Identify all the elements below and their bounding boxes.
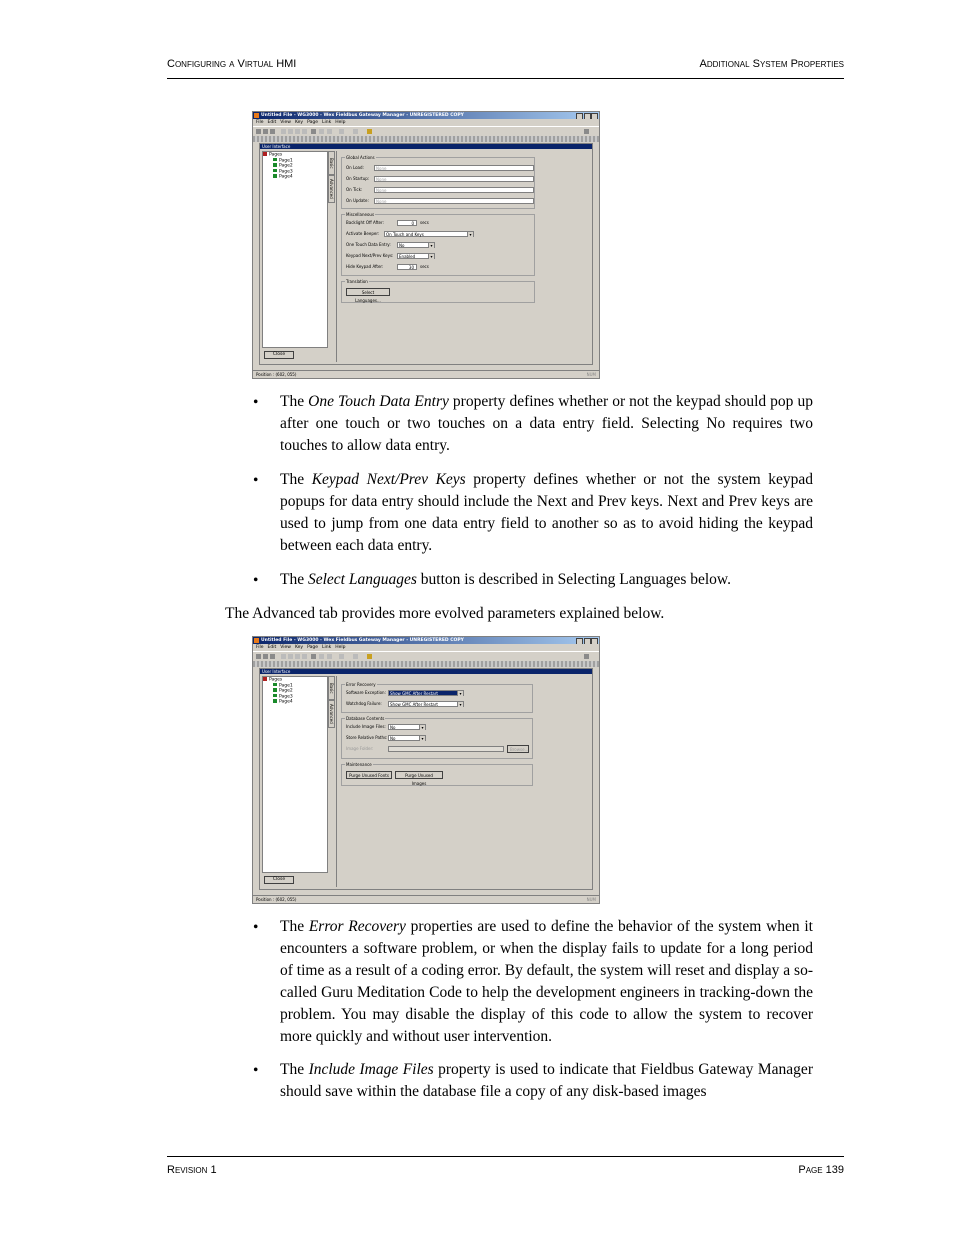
bullet-next-prev: The Keypad Next/Prev Keys property defines whether or not the system keypad popups for data entry should include the Next and Prev keys. Next and Prev keys are used to jump from one data entry field to another so as to avoid hiding the keypad between each data entry.	[280, 471, 813, 554]
menubar	[253, 644, 599, 651]
undo-icon	[319, 129, 324, 134]
menu-page: Page	[307, 645, 319, 650]
tab-advanced: Advanced	[328, 175, 335, 203]
tab-basic: Basic	[328, 151, 335, 175]
delete-icon	[302, 654, 307, 659]
workspace-strip	[253, 136, 599, 142]
tree-root: Pages	[263, 152, 327, 158]
watchdog-select: Show GMC After Restart ▾	[388, 701, 464, 707]
backlight-field: 0	[397, 220, 417, 226]
hide-keypad-label: Hide Keypad After:	[346, 264, 384, 269]
help-icon	[584, 129, 589, 134]
screenshot-basic-tab	[252, 111, 600, 379]
include-image-select: No ▾	[388, 724, 426, 730]
bullet-glyph: •	[253, 394, 259, 411]
workspace-strip	[253, 661, 599, 667]
on-tick-field: None	[374, 187, 534, 193]
bullet-glyph: •	[253, 1062, 259, 1079]
find-icon	[353, 654, 358, 659]
translation-group: Translation Select Languages...	[341, 281, 535, 303]
vertical-tabs	[328, 676, 335, 728]
hide-keypad-field: 30	[397, 264, 417, 270]
user-interface-panel	[259, 143, 593, 365]
tree-item: Page2	[263, 163, 327, 169]
lightning-icon	[367, 129, 372, 134]
bullet-include-image: The Include Image Files property is used to indicate that Fieldbus Gateway Manager should save within the database file a copy of any disk-based images	[280, 1061, 813, 1100]
page-header	[167, 56, 844, 79]
window-titlebar	[253, 637, 599, 644]
menu-link: Link	[322, 120, 332, 125]
activate-beeper-select: On Touch and Keys ▾	[384, 231, 474, 237]
tree-item: Page4	[263, 174, 327, 180]
zoom-icon	[339, 654, 344, 659]
software-exception-select: Show GMC After Restart ▾	[388, 690, 464, 696]
vertical-tabs	[328, 151, 335, 203]
menu-key: Key	[294, 120, 304, 125]
select-languages-button: Select Languages...	[346, 288, 390, 296]
on-load-field: None	[374, 165, 534, 171]
window-title: Untitled File - WG3000 - Wex Fieldbus Gateway Manager - UNREGISTERED COPY	[261, 113, 464, 118]
redo-icon	[327, 129, 332, 134]
miscellaneous-group: Miscellaneous Backlight Off After: 0 secs Activate Beeper: On Touch and Keys ▾ One Touch Data Entry: No ▾ Keypad Next/Prev Keys: Enabled ▾ Hide Keypad After: 30 secs	[341, 214, 535, 276]
next-prev-label: Keypad Next/Prev Keys:	[346, 253, 394, 258]
footer-left: Revision 1	[167, 1164, 217, 1176]
on-update-label: On Update:	[346, 198, 369, 203]
on-tick-label: On Tick:	[346, 187, 363, 192]
header-left: Configuring a Virtual HMI	[167, 58, 297, 70]
watchdog-label: Watchdog Failure:	[346, 701, 382, 706]
tab-advanced: Advanced	[328, 700, 335, 728]
screenshot-advanced-tab	[252, 636, 600, 904]
page-tree	[262, 151, 328, 348]
open-icon	[263, 129, 268, 134]
activate-beeper-label: Activate Beeper:	[346, 231, 380, 236]
close-button: Close	[264, 351, 294, 359]
hide-keypad-unit: secs	[420, 264, 429, 269]
backlight-label: Backlight Off After:	[346, 220, 384, 225]
bullet-glyph: •	[253, 919, 259, 936]
on-update-field: None	[374, 198, 534, 204]
page-footer	[167, 1156, 844, 1179]
status-bar	[253, 370, 599, 378]
save-icon	[270, 654, 275, 659]
on-load-label: On Load:	[346, 165, 364, 170]
status-num: NUM	[586, 897, 596, 902]
close-button: Close	[264, 876, 294, 884]
footer-right: Page 139	[798, 1164, 844, 1176]
one-touch-select: No ▾	[397, 242, 435, 248]
window-title: Untitled File - WG3000 - Wex Fieldbus Gateway Manager - UNREGISTERED COPY	[261, 638, 464, 643]
screen-icon	[311, 654, 316, 659]
app-icon	[254, 113, 259, 118]
menu-file: File	[256, 120, 264, 125]
tree-root: Pages	[263, 677, 327, 683]
screen-icon	[311, 129, 316, 134]
global-actions-group: Global Actions On Load: None On Startup: None On Tick: None On Update: None	[341, 157, 535, 209]
panel-title: User Interface	[260, 144, 592, 149]
window-titlebar	[253, 112, 599, 119]
header-right: Additional System Properties	[699, 58, 844, 70]
database-contents-group: Database Contents Include Image Files: No ▾ Store Relative Paths: No ▾ Image Folder: Browse...	[341, 718, 533, 759]
properties-pane	[336, 676, 590, 887]
tree-item: Page1	[263, 683, 327, 689]
lightning-icon	[367, 654, 372, 659]
new-icon	[256, 129, 261, 134]
relative-paths-label: Store Relative Paths:	[346, 735, 388, 740]
on-startup-field: None	[374, 176, 534, 182]
zoom-icon	[339, 129, 344, 134]
menu-help: Help	[335, 120, 346, 125]
new-icon	[256, 654, 261, 659]
purge-images-button: Purge Unused Images	[395, 771, 443, 779]
menubar	[253, 119, 599, 126]
find-icon	[353, 129, 358, 134]
page-tree	[262, 676, 328, 873]
status-position: Position : (602, 055)	[256, 897, 297, 902]
menu-file: File	[256, 645, 264, 650]
menu-page: Page	[307, 120, 319, 125]
menu-view: View	[280, 120, 291, 125]
next-prev-select: Enabled ▾	[397, 253, 435, 259]
one-touch-label: One Touch Data Entry:	[346, 242, 391, 247]
cut-icon	[281, 654, 286, 659]
properties-pane	[336, 151, 590, 362]
maintenance-group: Maintenance Purge Unused Fonts Purge Unused Images	[341, 764, 533, 786]
paste-icon	[295, 129, 300, 134]
open-icon	[263, 654, 268, 659]
menu-edit: Edit	[267, 645, 277, 650]
error-recovery-group: Error Recovery Software Exception: Show GMC After Restart ▾ Watchdog Failure: Show GMC After Restart ▾	[341, 684, 533, 713]
bullet-one-touch: The One Touch Data Entry property defines whether or not the keypad should pop up after one touch or two touches on a data entry field. Selecting No requires two touches to allow data entry.	[280, 393, 813, 454]
paste-icon	[295, 654, 300, 659]
bullet-glyph: •	[253, 472, 259, 489]
delete-icon	[302, 129, 307, 134]
menu-key: Key	[294, 645, 304, 650]
tree-item: Page3	[263, 694, 327, 700]
menu-help: Help	[335, 645, 346, 650]
advanced-intro: The Advanced tab provides more evolved parameters explained below.	[225, 605, 665, 622]
user-interface-panel	[259, 668, 593, 890]
tree-item: Page4	[263, 699, 327, 705]
on-startup-label: On Startup:	[346, 176, 370, 181]
status-bar	[253, 895, 599, 903]
bullet-glyph: •	[253, 572, 259, 589]
tab-basic: Basic	[328, 676, 335, 700]
bullet-select-languages: The Select Languages button is described in Selecting Languages below.	[280, 571, 731, 588]
copy-icon	[288, 654, 293, 659]
status-num: NUM	[586, 372, 596, 377]
backlight-unit: secs	[420, 220, 429, 225]
tree-item: Page1	[263, 158, 327, 164]
purge-fonts-button: Purge Unused Fonts	[346, 771, 392, 779]
undo-icon	[319, 654, 324, 659]
cut-icon	[281, 129, 286, 134]
tree-item: Page3	[263, 169, 327, 175]
redo-icon	[327, 654, 332, 659]
image-folder-label: Image Folder:	[346, 746, 374, 751]
app-icon	[254, 638, 259, 643]
panel-title: User Interface	[260, 669, 592, 674]
menu-edit: Edit	[267, 120, 277, 125]
include-image-label: Include Image Files:	[346, 724, 386, 729]
tree-item: Page2	[263, 688, 327, 694]
image-folder-field	[388, 746, 504, 752]
save-icon	[270, 129, 275, 134]
relative-paths-select: No ▾	[388, 735, 426, 741]
software-exception-label: Software Exception:	[346, 690, 386, 695]
status-position: Position : (602, 055)	[256, 372, 297, 377]
menu-view: View	[280, 645, 291, 650]
bullet-error-recovery: The Error Recovery properties are used to define the behavior of the system when it encounters a software problem, or when the display fails to update for a long period of time as a result of a coding error. By default, the system will reset and display a so-called Guru Meditation Code to help the development engineers in tracking-down the problem. You may disable the display of this code to allow the system to recover more quickly and without user intervention.	[280, 918, 813, 1045]
browse-button: Browse...	[507, 745, 529, 753]
help-icon	[584, 654, 589, 659]
menu-link: Link	[322, 645, 332, 650]
copy-icon	[288, 129, 293, 134]
